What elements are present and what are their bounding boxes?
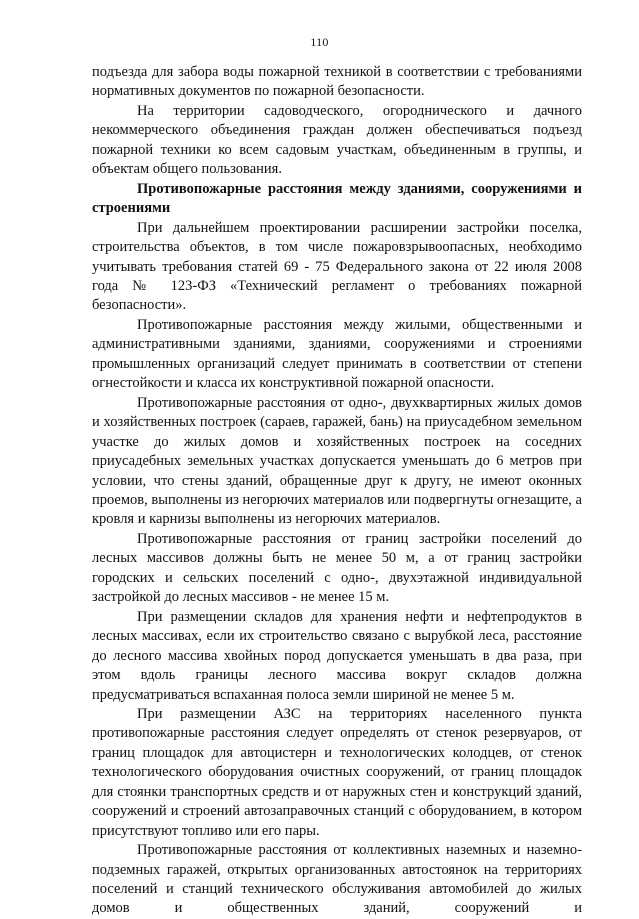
- page-number: 110: [310, 35, 329, 49]
- document-body: [92, 63, 582, 919]
- paragraph: подъезда для забора воды пожарной техникой в соответствии с требованиями нормативных документов по пожарной безопасности.: [92, 64, 582, 100]
- paragraph: При размещении АЗС на территориях населенного пункта противопожарные расстояния следует определять от стенок резервуаров, от границ площадок для автоцистерн и технологических колодцев, от стенок технологического оборудования очистных сооружений, от границ площадок для стоянки транспортных средств и от наружных стен и конструкций зданий, сооружений и строений автозаправочных станций с оборудованием, в котором присутствуют топливо или его пары.: [92, 705, 582, 839]
- paragraph: Противопожарные расстояния от коллективных наземных и наземно-подземных гаражей, открытых организованных автостоянок на территориях поселений и станций технического обслуживания автомобилей до жилых домов и общественных зданий, сооружений и: [92, 842, 582, 917]
- paragraph: На территории садоводческого, огороднического и дачного некоммерческого объединения граждан должен обеспечиваться подъезд пожарной техники ко всем садовым участкам, объединенным в группы, и объектам общего пользования.: [92, 102, 582, 178]
- section-heading: Противопожарные расстояния между зданиями, сооружениями и строениями: [92, 180, 582, 217]
- paragraph: Противопожарные расстояния между жилыми, общественными и административными зданиями, зданиями, сооружениями и строениями промышленных организаций следует принимать в соответствии от степени огнестойкости и класса их конструктивной пожарной опасности.: [92, 316, 582, 392]
- paragraph: Противопожарные расстояния от границ застройки поселений до лесных массивов должны быть не менее 50 м, а от границ застройки городских и сельских поселений с одно-, двухэтажной индивидуальной застройкой до лесных массивов - не менее 15 м.: [92, 530, 582, 606]
- paragraph: При размещении складов для хранения нефти и нефтепродуктов в лесных массивах, если их строительство связано с вырубкой леса, расстояние до лесного массива хвойных пород допускается уменьшать в два раза, при этом вдоль границы лесного массива вокруг складов должна предусматриваться вспаханная полоса земли шириной не менее 5 м.: [92, 608, 582, 703]
- paragraph: Противопожарные расстояния от одно-, двухквартирных жилых домов и хозяйственных построек (сараев, гаражей, бань) на приусадебном земельном участке до жилых домов и хозяйственных построек на соседних приусадебных земельных участках допускается уменьшать до 6 метров при условии, что стены зданий, обращенные друг к другу, не имеют оконных проемов, выполнены из негорючих материалов или подвергнуты огнезащите, а кровля и карнизы выполнены из негорючих материалов.: [92, 394, 582, 528]
- paragraph: При дальнейшем проектировании расширении застройки поселка, строительства объектов, в том числе пожаровзрывоопасных, необходимо учитывать требования статей 69 - 75 Федерального закона от 22 июля 2008 года № 123-ФЗ «Технический регламент о требованиях пожарной безопасности».: [92, 219, 582, 314]
